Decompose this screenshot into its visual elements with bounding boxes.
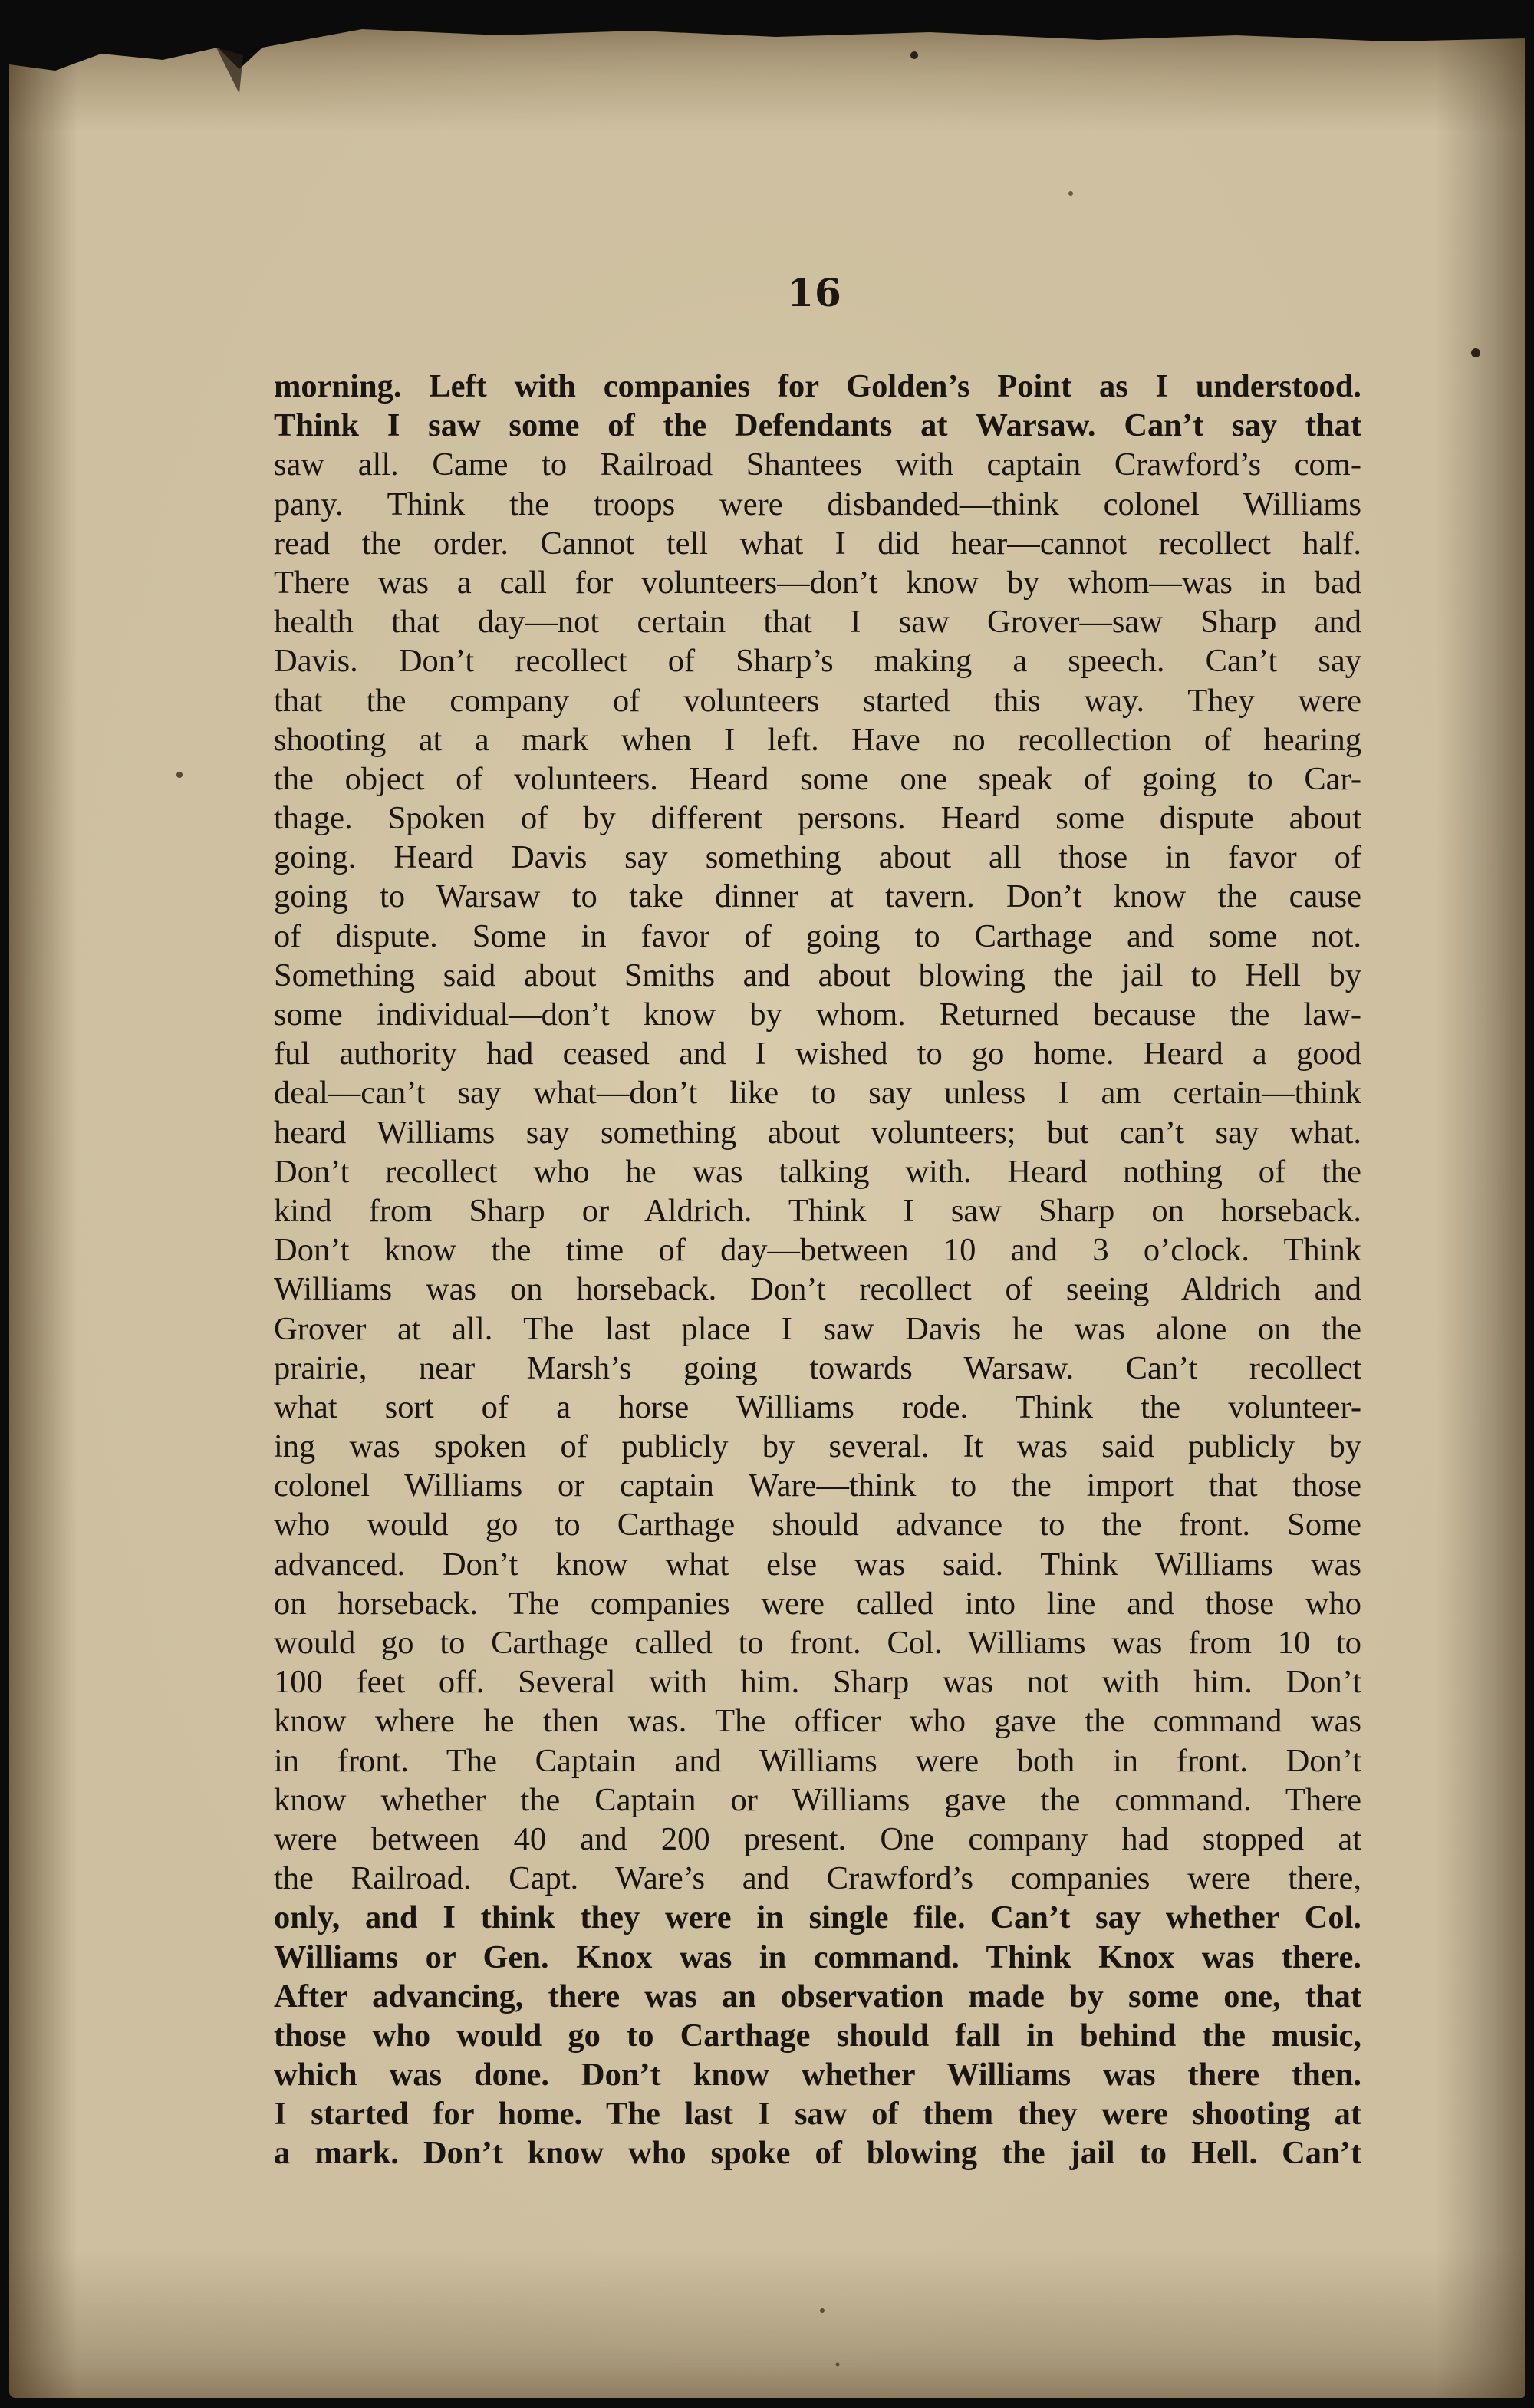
body-text [274,367,1361,2173]
text-line: advanced. Don’t know what else was said. Think Williams was [274,1546,1361,1583]
text-line: would go to Carthage called to front. Col. Williams was from 10 to [274,1625,1361,1661]
text-line: which was done. Don’t know whether Williams was there then. [274,2057,1361,2093]
text-line: going to Warsaw to take dinner at tavern. Don’t know the cause [274,878,1361,915]
text-line: pany. Think the troops were disbanded—think colonel Williams [274,486,1361,522]
text-line: Don’t recollect who he was talking with. Heard nothing of the [274,1153,1361,1190]
text-line: ful authority had ceased and I wished to go home. Heard a good [274,1036,1361,1072]
text-line: kind from Sharp or Aldrich. Think I saw Sharp on horseback. [274,1192,1361,1229]
text-line: those who would go to Carthage should fall in behind the music, [274,2017,1361,2054]
text-line: After advancing, there was an observation made by some one, that [274,1978,1361,2014]
text-line: that the company of volunteers started this way. They were [274,682,1361,719]
text-line: Don’t know the time of day—between 10 and 3 o’clock. Think [274,1232,1361,1269]
book-page [9,25,1525,2398]
text-line: know whether the Captain or Williams gave the command. There [274,1781,1361,1818]
text-line: saw all. Came to Railroad Shantees with captain Crawford’s com- [274,446,1361,483]
torn-top-edge [9,25,1525,117]
text-line: on horseback. The companies were called into line and those who [274,1585,1361,1622]
text-line: of dispute. Some in favor of going to Carthage and some not. [274,917,1361,954]
text-line: a mark. Don’t know who spoke of blowing the jail to Hell. Can’t [274,2135,1361,2172]
text-line: Grover at all. The last place I saw Davis he was alone on the [274,1310,1361,1347]
text-line: what sort of a horse Williams rode. Think the volunteer- [274,1388,1361,1425]
text-line: 100 feet off. Several with him. Sharp was not with him. Don’t [274,1664,1361,1701]
text-line: Davis. Don’t recollect of Sharp’s making a speech. Can’t say [274,643,1361,680]
text-line: colonel Williams or captain Ware—think to the import that those [274,1468,1361,1504]
text-line: the object of volunteers. Heard some one speak of going to Car- [274,760,1361,797]
text-line: Think I saw some of the Defendants at Warsaw. Can’t say that [274,407,1361,444]
text-line: ing was spoken of publicly by several. It was said publicly by [274,1428,1361,1465]
text-line: I started for home. The last I saw of them they were shooting at [274,2096,1361,2133]
text-line: morning. Left with companies for Golden’s Point as I understood. [274,368,1361,404]
text-line: health that day—not certain that I saw Grover—saw Sharp and [274,604,1361,641]
text-line: who would go to Carthage should advance to the front. Some [274,1507,1361,1543]
text-line: deal—can’t say what—don’t like to say unless I am certain—think [274,1075,1361,1112]
text-line: prairie, near Marsh’s going towards Warsaw. Can’t recollect [274,1349,1361,1386]
text-line: in front. The Captain and Williams were both in front. Don’t [274,1742,1361,1779]
text-line: There was a call for volunteers—don’t know by whom—was in bad [274,564,1361,601]
text-line: going. Heard Davis say something about all those in favor of [274,839,1361,876]
text-line: were between 40 and 200 present. One company had stopped at [274,1820,1361,1857]
text-line: Something said about Smiths and about blowing the jail to Hell by [274,957,1361,993]
text-line: thage. Spoken of by different persons. Heard some dispute about [274,800,1361,837]
page-number: 16 [787,270,842,315]
text-line: some individual—don’t know by whom. Returned because the law- [274,996,1361,1033]
text-line: heard Williams say something about volunteers; but can’t say what. [274,1114,1361,1151]
text-line: the Railroad. Capt. Ware’s and Crawford’s companies were there, [274,1860,1361,1897]
text-line: shooting at a mark when I left. Have no recollection of hearing [274,721,1361,758]
text-line: Williams was on horseback. Don’t recollect of seeing Aldrich and [274,1271,1361,1308]
text-line: know where he then was. The officer who gave the command was [274,1703,1361,1740]
text-line: Williams or Gen. Knox was in command. Think Knox was there. [274,1939,1361,1975]
text-line: read the order. Cannot tell what I did hear—cannot recollect half. [274,525,1361,562]
text-line: only, and I think they were in single file. Can’t say whether Col. [274,1899,1361,1936]
